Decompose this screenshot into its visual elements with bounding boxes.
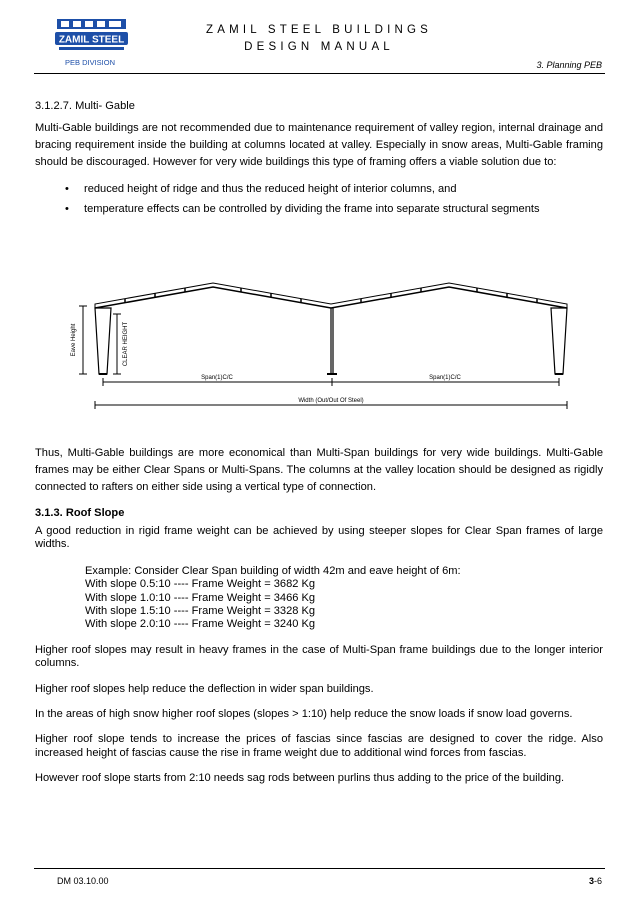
chapter-label: 3. Planning PEB	[536, 60, 602, 70]
roof-slope-paragraph: Higher roof slopes help reduce the deflection in wider span buildings.	[35, 682, 374, 695]
manual-title-line1: ZAMIL STEEL BUILDINGS	[205, 24, 433, 36]
page-number	[589, 876, 602, 886]
example-line: With slope 1.5:10 ---- Frame Weight = 3328 Kg	[85, 605, 316, 618]
multigable-intro: Multi-Gable buildings are not recommended due to maintenance requirement of valley region, internal drainage and bracing requirement inside the building at columns located at valley. Especially in snow areas, Multi-Gable framing should be discouraged. However for very wide buildings this type of framing offers a viable solution due to:	[35, 122, 603, 168]
eave-height-label: Eave Height	[71, 323, 77, 357]
example-line: With slope 2.0:10 ---- Frame Weight = 3240 Kg	[85, 618, 316, 631]
multigable-conclusion: Thus, Multi-Gable buildings are more economical than Multi-Span buildings for very wide buildings. Multi-Gable frames may be either Clear Spans or Multi-Spans. The columns at the valley location should be designed as rigidly connected to rafters on either side using a vertical type of connection.	[35, 447, 603, 493]
roof-slope-paragraph: In the areas of high snow higher roof slopes (slopes > 1:10) help reduce the snow loads if snow load governs.	[35, 708, 573, 721]
roof-slope-paragraph: However roof slope starts from 2:10 needs sag rods between purlins thus adding to the price of the building.	[35, 772, 565, 785]
division-label: PEB DIVISION	[64, 58, 115, 67]
span-right-label: Span(1)C/C	[429, 375, 461, 381]
section-heading-roof-slope: 3.1.3. Roof Slope	[35, 507, 125, 519]
section-heading-multigable: 3.1.2.7. Multi- Gable	[35, 100, 135, 112]
example-line: Example: Consider Clear Span building of width 42m and eave height of 6m:	[85, 564, 461, 577]
width-label: Width (Out/Out Of Steel)	[298, 398, 364, 404]
page-content	[35, 98, 603, 786]
example-line: With slope 1.0:10 ---- Frame Weight = 3466 Kg	[85, 591, 316, 604]
page-number-suffix: -6	[593, 876, 602, 886]
logo-text: ZAMIL STEEL	[58, 34, 125, 46]
span-left-label: Span(1)C/C	[201, 375, 233, 381]
roof-slope-paragraph: Higher roof slope tends to increase the prices of fascias since fascias are designed to cover the ridge. Also increased height of fascias cause the rise in frame weight due to additional wind forces from fascias.	[35, 733, 603, 759]
doc-code: DM 03.10.00	[57, 876, 109, 886]
roof-slope-paragraph: Higher roof slopes may result in heavy frames in the case of Multi-Span frame buildings due to the longer interior columns.	[35, 643, 603, 670]
list-item: • reduced height of ridge and thus the reduced height of interior columns, and	[35, 181, 603, 198]
header-rule	[34, 73, 605, 74]
multigable-bullets	[35, 181, 603, 218]
roof-slope-example	[35, 565, 603, 632]
bullet-icon: •	[65, 183, 69, 195]
bullet-icon: •	[65, 203, 69, 215]
roof-slope-intro: A good reduction in rigid frame weight can be achieved by using steeper slopes for Clear Span frames of large widths.	[35, 525, 603, 551]
list-item: • temperature effects can be controlled by dividing the frame into separate structural segments	[35, 201, 603, 218]
footer-rule	[34, 868, 605, 869]
multigable-frame-diagram	[35, 278, 603, 424]
manual-title-line2: DESIGN MANUAL	[244, 41, 394, 53]
example-line: With slope 0.5:10 ---- Frame Weight = 3682 Kg	[85, 578, 316, 591]
page-number-prefix: 3	[588, 876, 594, 886]
clear-height-label: CLEAR HEIGHT	[123, 321, 129, 367]
